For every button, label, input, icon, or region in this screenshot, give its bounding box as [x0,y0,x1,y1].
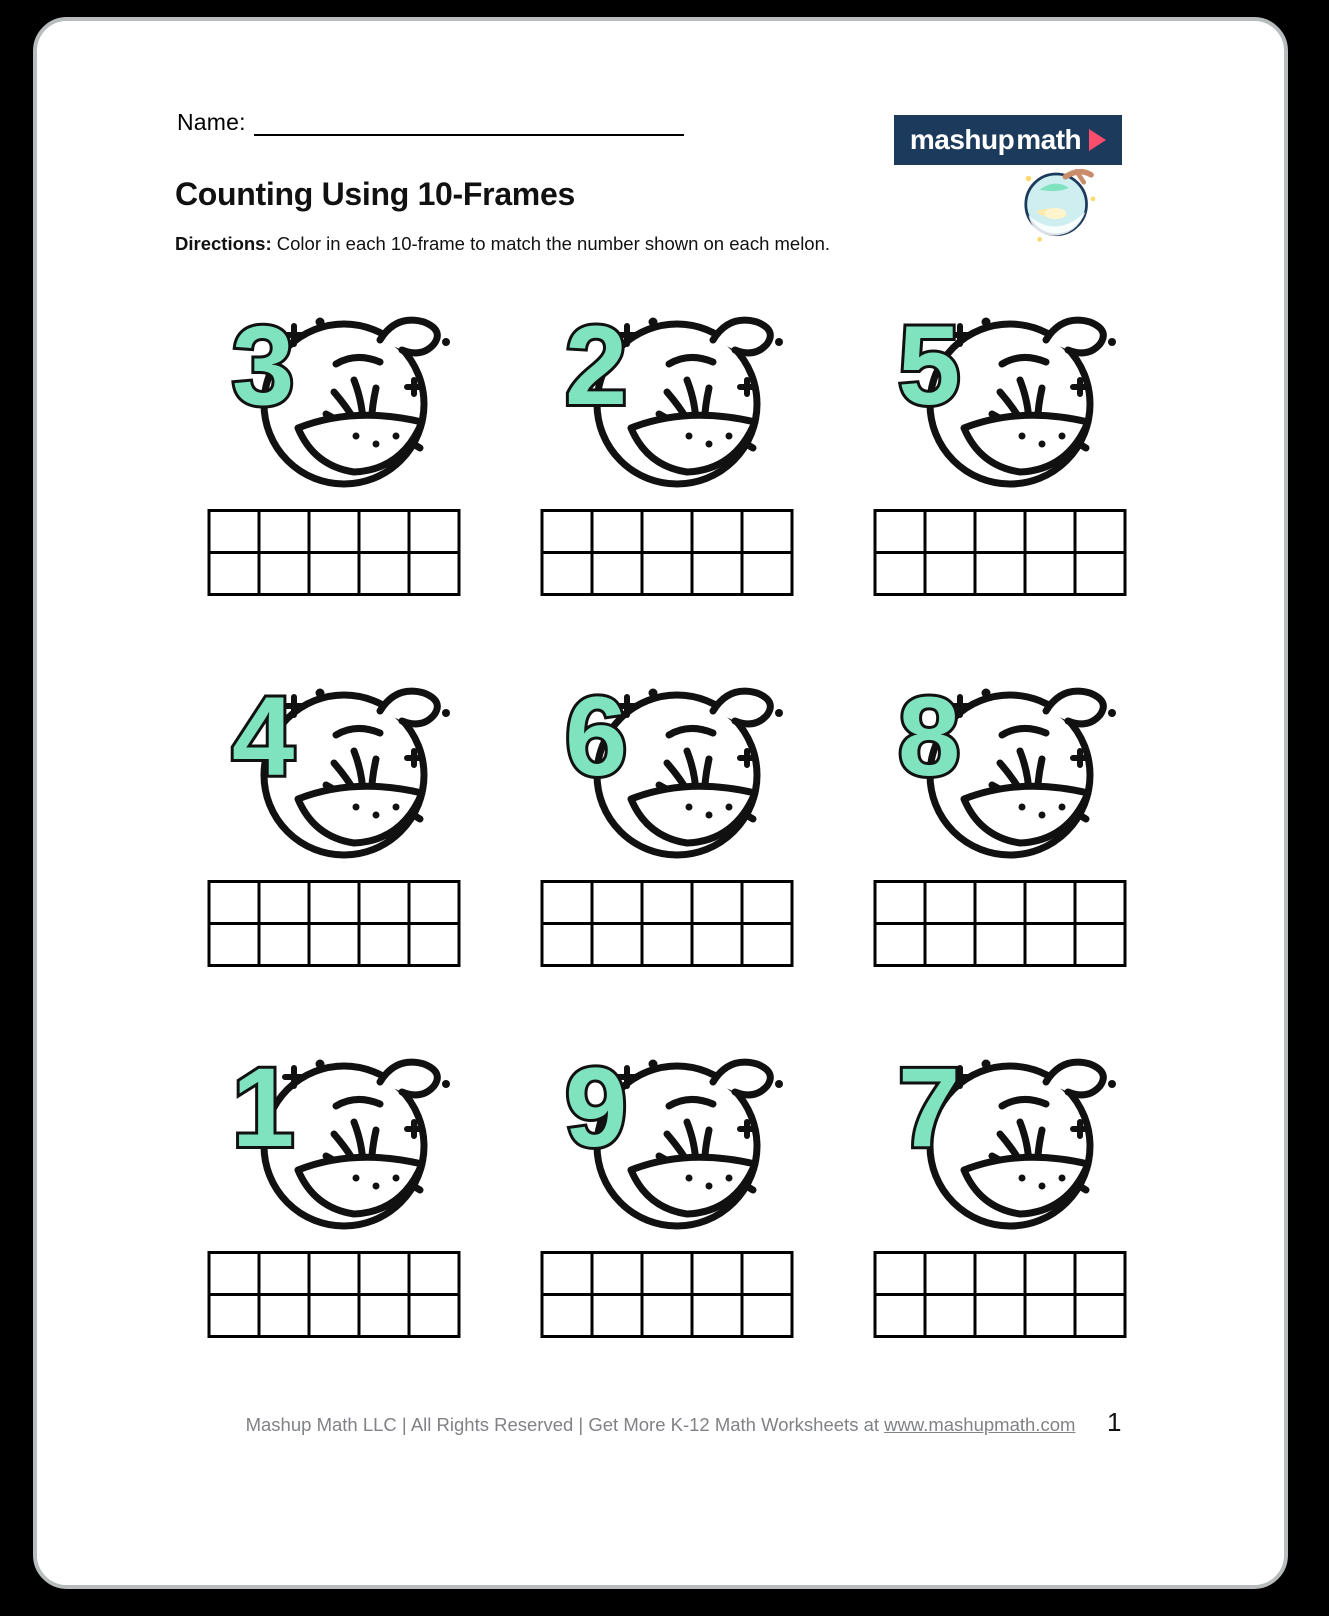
directions [175,233,830,255]
ten-frame-cell[interactable] [260,512,310,554]
ten-frame-cell[interactable] [310,512,360,554]
melon-number: 5 [897,303,960,428]
ten-frame[interactable] [540,1251,793,1338]
problem-cell [500,266,833,637]
melon-number: 3 [231,303,294,428]
ten-frame-cell[interactable] [543,1296,593,1338]
ten-frame-cell[interactable] [543,554,593,596]
ten-frame-cell[interactable] [643,925,693,967]
ten-frame-cell[interactable] [310,554,360,596]
ten-frame-cell[interactable] [593,925,643,967]
ten-frame-cell[interactable] [743,1254,793,1296]
problem-cell [833,1008,1166,1379]
ten-frame-cell[interactable] [693,883,743,925]
ten-frame-cell[interactable] [593,883,643,925]
ten-frame-cell[interactable] [410,925,460,967]
directions-label: Directions: [175,233,272,254]
ten-frame-cell[interactable] [543,883,593,925]
ten-frame[interactable] [873,1251,1126,1338]
problem-cell [167,266,500,637]
melon-illustration [850,647,1150,877]
problem-grid [167,266,1167,1379]
ten-frame[interactable] [207,509,460,596]
ten-frame-cell[interactable] [410,1296,460,1338]
ten-frame-cell[interactable] [1026,883,1076,925]
ten-frame-cell[interactable] [1076,512,1126,554]
ten-frame-cell[interactable] [593,554,643,596]
ten-frame-cell[interactable] [876,554,926,596]
ten-frame-cell[interactable] [643,1254,693,1296]
problem-cell [167,1008,500,1379]
ten-frame-cell[interactable] [1076,925,1126,967]
ten-frame-cell[interactable] [1026,1254,1076,1296]
ten-frame-cell[interactable] [976,883,1026,925]
ten-frame-cell[interactable] [360,1296,410,1338]
directions-text: Color in each 10-frame to match the number shown on each melon. [271,233,831,254]
melon-illustration [517,276,817,506]
worksheet-page-inner [37,21,1284,1585]
ten-frame-cell[interactable] [643,1296,693,1338]
ten-frame-cell[interactable] [976,554,1026,596]
logo-word-mash: mashup [909,124,1015,155]
ten-frame-cell[interactable] [1026,1296,1076,1338]
ten-frame-cell[interactable] [693,925,743,967]
ten-frame-cell[interactable] [693,554,743,596]
ten-frame-cell[interactable] [743,883,793,925]
ten-frame-cell[interactable] [976,925,1026,967]
melon-number: 9 [564,1045,627,1170]
ten-frame-cell[interactable] [926,554,976,596]
ten-frame-cell[interactable] [693,1296,743,1338]
ten-frame-cell[interactable] [643,883,693,925]
play-triangle-icon [1089,129,1106,151]
ten-frame-cell[interactable] [876,1296,926,1338]
ten-frame-cell[interactable] [926,1254,976,1296]
ten-frame-cell[interactable] [410,883,460,925]
name-field-row [177,109,684,136]
ten-frame[interactable] [207,880,460,967]
ten-frame-cell[interactable] [310,1254,360,1296]
ten-frame-cell[interactable] [260,883,310,925]
ten-frame-cell[interactable] [410,512,460,554]
ten-frame-cell[interactable] [976,1254,1026,1296]
ten-frame-cell[interactable] [210,512,260,554]
ten-frame-cell[interactable] [593,512,643,554]
logo-word-math: math [1016,124,1082,155]
footer [37,1414,1284,1436]
ten-frame-cell[interactable] [926,1296,976,1338]
ten-frame-cell[interactable] [876,883,926,925]
ten-frame-cell[interactable] [593,1296,643,1338]
page-number: 1 [1107,1407,1122,1437]
ten-frame[interactable] [540,880,793,967]
ten-frame-cell[interactable] [876,925,926,967]
ten-frame-cell[interactable] [410,554,460,596]
ten-frame-cell[interactable] [260,1296,310,1338]
ten-frame-cell[interactable] [643,512,693,554]
ten-frame-cell[interactable] [210,925,260,967]
ten-frame-cell[interactable] [976,512,1026,554]
ten-frame-cell[interactable] [260,1254,310,1296]
ten-frame[interactable] [873,880,1126,967]
name-input-line[interactable] [254,112,684,136]
ten-frame-cell[interactable] [310,1296,360,1338]
problem-cell [500,637,833,1008]
melon-number: 1 [231,1045,294,1170]
ten-frame[interactable] [540,509,793,596]
ten-frame-cell[interactable] [360,883,410,925]
ten-frame-cell[interactable] [260,554,310,596]
ten-frame-cell[interactable] [743,1296,793,1338]
ten-frame-cell[interactable] [210,883,260,925]
melon-illustration [184,276,484,506]
ten-frame-cell[interactable] [1076,1296,1126,1338]
ten-frame-cell[interactable] [743,512,793,554]
problem-cell [500,1008,833,1379]
melon-number: 8 [897,674,960,799]
ten-frame-cell[interactable] [876,512,926,554]
melon-number: 7 [897,1045,960,1170]
ten-frame-cell[interactable] [543,1254,593,1296]
ten-frame-cell[interactable] [593,1254,643,1296]
melon-number: 6 [564,674,627,799]
melon-illustration [184,647,484,877]
melon-illustration [517,647,817,877]
ten-frame-cell[interactable] [410,1254,460,1296]
ten-frame-cell[interactable] [210,554,260,596]
ten-frame-cell[interactable] [1076,883,1126,925]
melon-illustration [517,1018,817,1248]
footer-text: Mashup Math LLC | All Rights Reserved | Get More K-12 Math Worksheets at [245,1414,885,1435]
ten-frame-cell[interactable] [876,1254,926,1296]
ten-frame-cell[interactable] [360,512,410,554]
melon-illustration [850,1018,1150,1248]
problem-cell [833,637,1166,1008]
ten-frame-cell[interactable] [926,925,976,967]
melon-number: 2 [564,303,627,428]
ten-frame-cell[interactable] [976,1296,1026,1338]
melon-illustration [184,1018,484,1248]
ten-frame-cell[interactable] [543,925,593,967]
ten-frame-cell[interactable] [693,1254,743,1296]
ten-frame-cell[interactable] [360,554,410,596]
problem-cell [833,266,1166,637]
ten-frame-cell[interactable] [260,925,310,967]
ten-frame-cell[interactable] [743,554,793,596]
ten-frame-cell[interactable] [360,925,410,967]
ten-frame-cell[interactable] [1076,1254,1126,1296]
worksheet-page [33,17,1288,1589]
globe-icon [1012,151,1104,243]
page-title: Counting Using 10-Frames [175,176,575,212]
ten-frame-cell[interactable] [210,1254,260,1296]
ten-frame-cell[interactable] [1026,554,1076,596]
melon-number: 4 [231,674,294,799]
ten-frame-cell[interactable] [310,925,360,967]
ten-frame-cell[interactable] [210,1296,260,1338]
ten-frame-cell[interactable] [643,554,693,596]
ten-frame-cell[interactable] [926,512,976,554]
ten-frame-cell[interactable] [693,512,743,554]
brand-logo [894,101,1134,246]
ten-frame-cell[interactable] [926,883,976,925]
footer-link[interactable]: www.mashupmath.com [884,1414,1076,1435]
ten-frame[interactable] [207,1251,460,1338]
problem-cell [167,637,500,1008]
ten-frame-cell[interactable] [1026,925,1076,967]
ten-frame[interactable] [873,509,1126,596]
ten-frame-cell[interactable] [1076,554,1126,596]
ten-frame-cell[interactable] [1026,512,1076,554]
ten-frame-cell[interactable] [360,1254,410,1296]
ten-frame-cell[interactable] [743,925,793,967]
name-label: Name: [177,109,246,135]
melon-illustration [850,276,1150,506]
ten-frame-cell[interactable] [543,512,593,554]
ten-frame-cell[interactable] [310,883,360,925]
